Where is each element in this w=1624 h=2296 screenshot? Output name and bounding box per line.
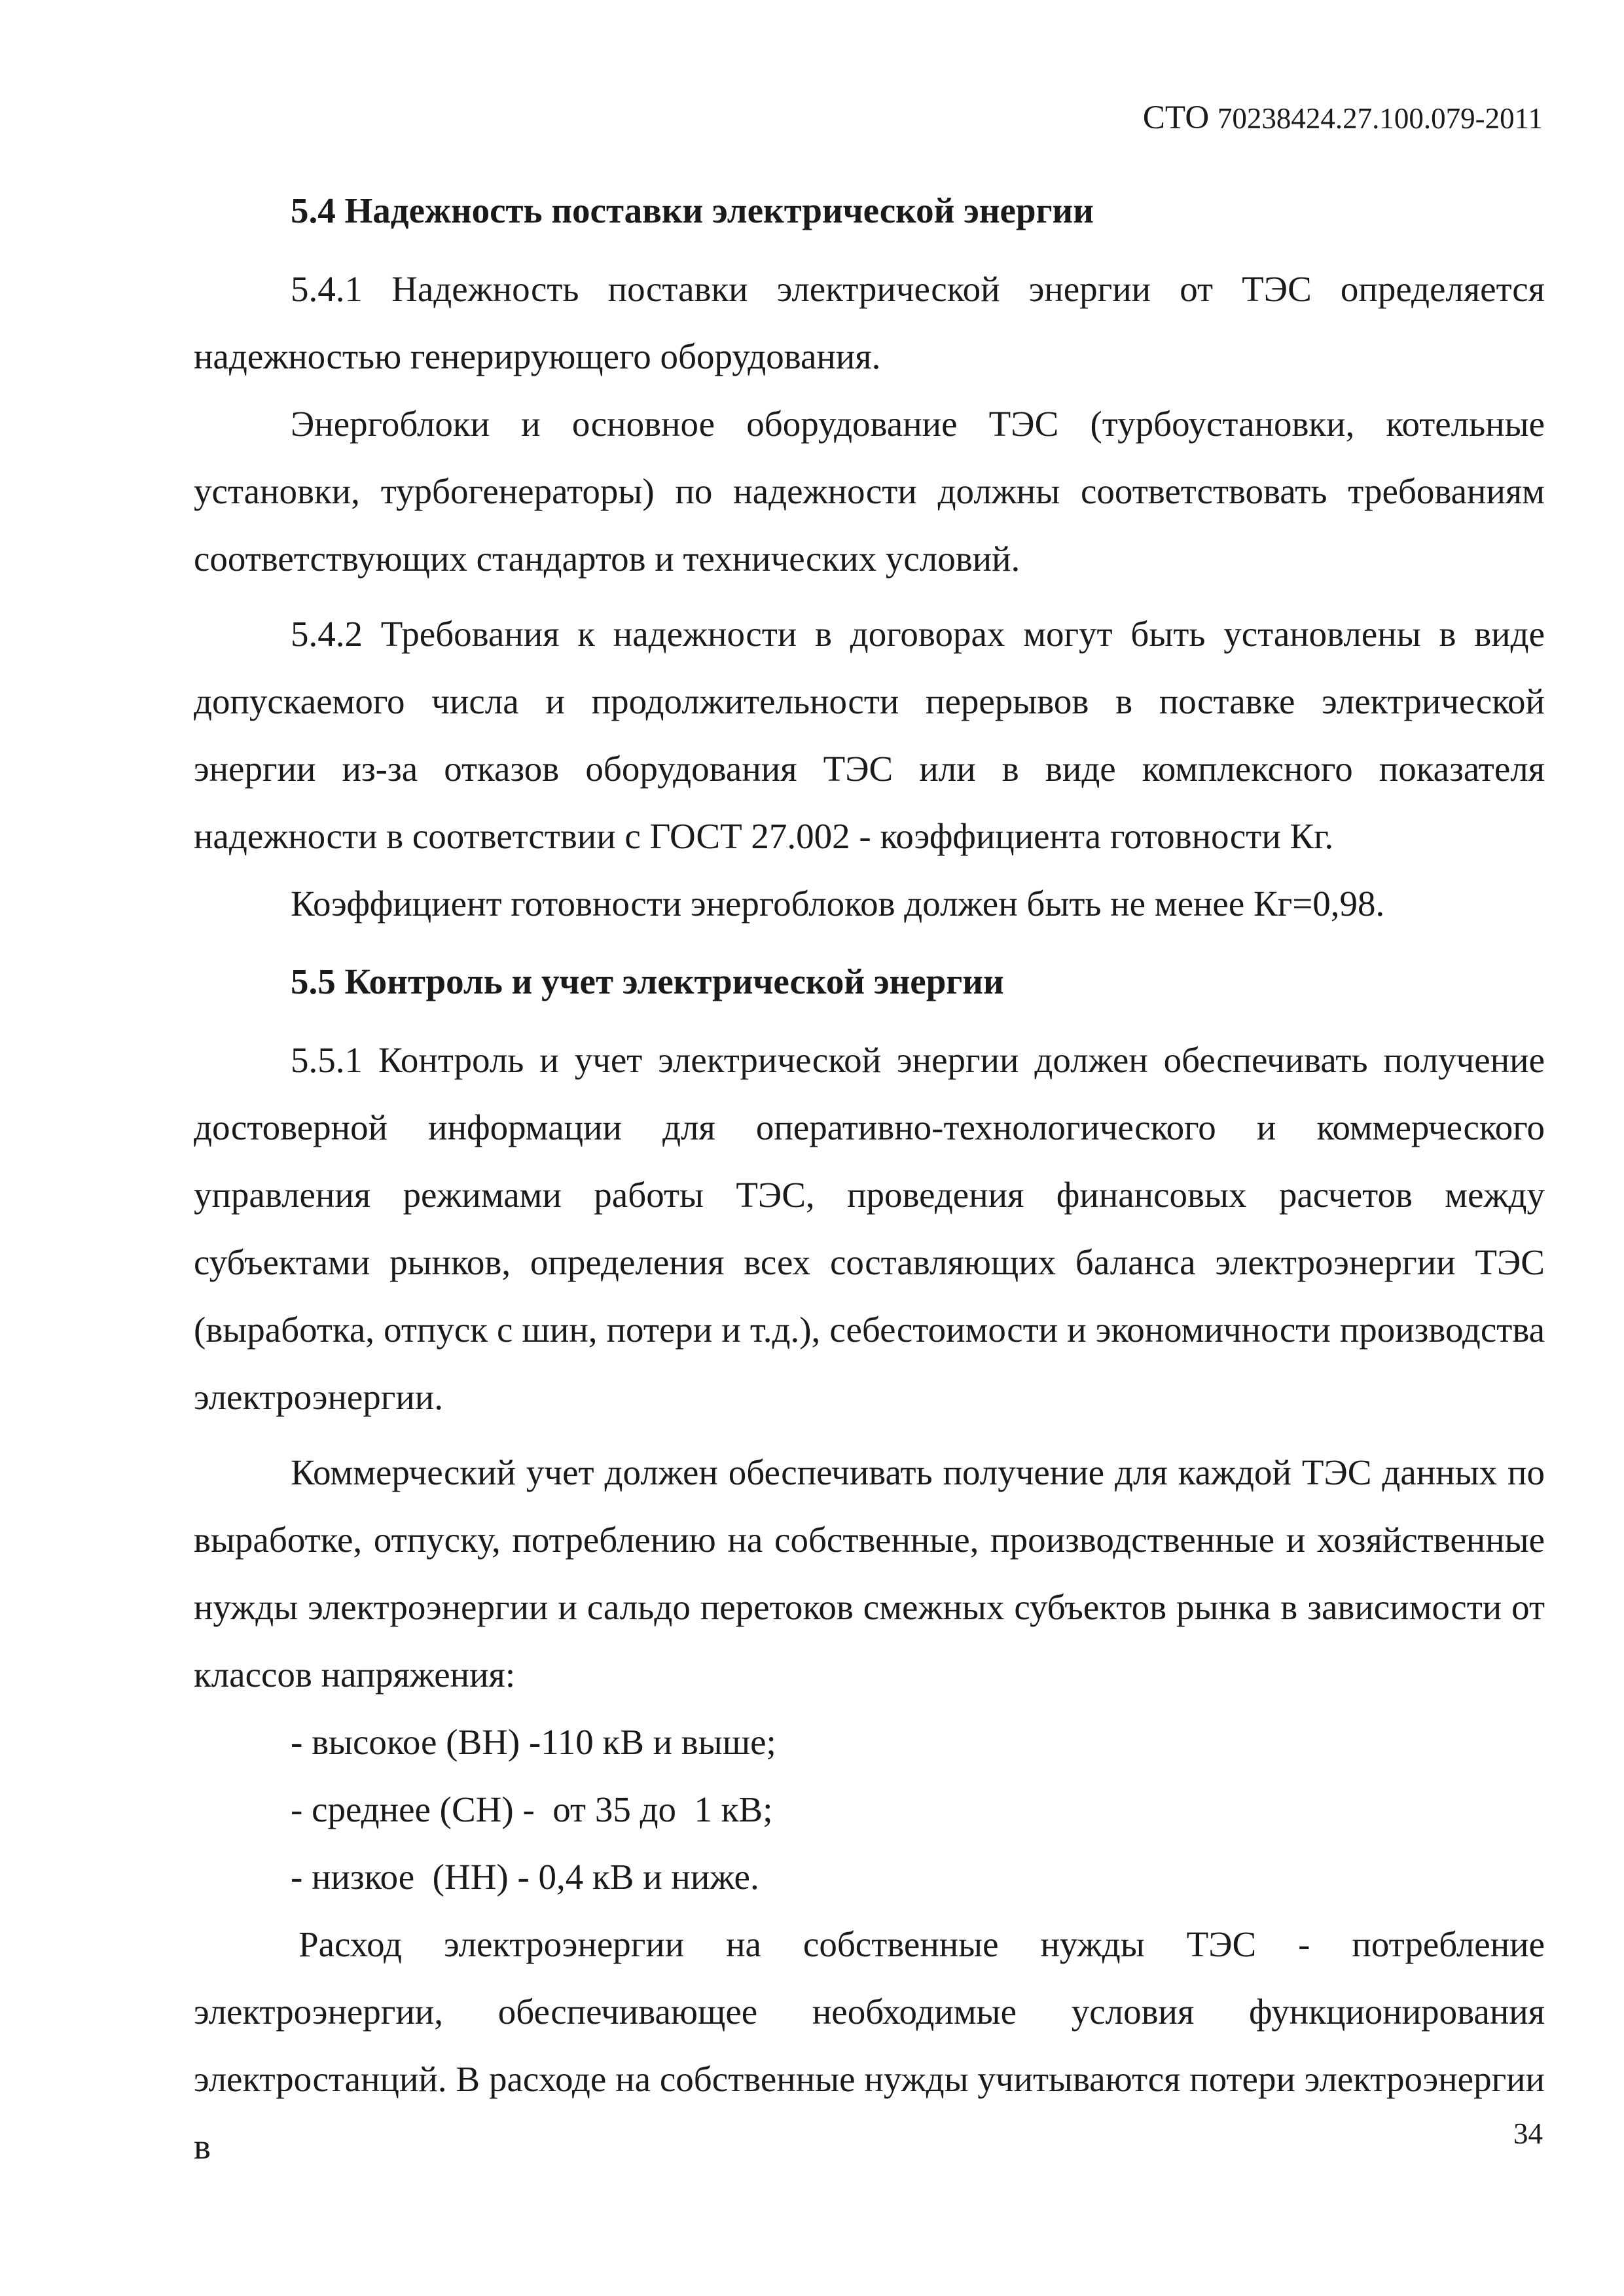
paragraph-commercial-metering: Коммерческий учет должен обеспечивать получение для каждой ТЭС данных по выработке, отпуску, потреблению на собственные, производственные и хозяйственные нужды электроэнергии и сальдо перетоков смежных субъектов рынка в зависимости от классов напряжения: bbox=[194, 1452, 1545, 1695]
list-item-high-voltage: - высокое (ВН) -110 кВ и выше; bbox=[291, 1722, 776, 1762]
paragraph-availability-factor: Коэффициент готовности энергоблоков должен быть не менее Кг=0,98. bbox=[291, 884, 1385, 924]
list-item-medium-voltage: - среднее (СН) - от 35 до 1 кВ; bbox=[291, 1789, 773, 1829]
document-code-number: 70238424.27.100.079-2011 bbox=[1217, 102, 1543, 135]
paragraph-power-units: Энергоблоки и основное оборудование ТЭС (турбоустановки, котельные установки, турбогенераторы) по надежности должны соответствовать требованиям соответствующих стандартов и технических условий. bbox=[194, 404, 1545, 579]
paragraph-5-5-1: 5.5.1 Контроль и учет электрической энергии должен обеспечивать получение достоверной информации для оперативно-технологического и коммерческого управления режимами работы ТЭС, проведения финансовых расчетов между субъектами рынков, определения всех составляющих баланса электроэнергии ТЭС (выработка, отпуск с шин, потери и т.д.), себестоимости и экономичности производства электроэнергии. bbox=[194, 1040, 1545, 1417]
section-heading-5-5: 5.5 Контроль и учет электрической энергии bbox=[291, 961, 1004, 1001]
list-item-low-voltage: - низкое (НН) - 0,4 кВ и ниже. bbox=[291, 1857, 759, 1897]
document-body bbox=[194, 178, 1545, 2180]
paragraph-auxiliary-consumption: Расход электроэнергии на собственные нужды ТЭС - потребление электроэнергии, обеспечивающее необходимые условия функционирования электростанций. В расходе на собственные нужды учитываются потери электроэнергии в bbox=[194, 1924, 1545, 2166]
section-heading-5-4: 5.4 Надежность поставки электрической энергии bbox=[291, 190, 1094, 230]
paragraph-5-4-2: 5.4.2 Требования к надежности в договорах могут быть установлены в виде допускаемого числа и продолжительности перерывов в поставке электрической энергии из-за отказов оборудования ТЭС или в виде комплексного показателя надежности в соответствии с ГОСТ 27.002 - коэффициента готовности Кг. bbox=[194, 614, 1545, 856]
document-code-prefix: СТО bbox=[1142, 99, 1218, 136]
document-code bbox=[1143, 98, 1543, 138]
page-number: 34 bbox=[1513, 2117, 1543, 2150]
paragraph-5-4-1: 5.4.1 Надежность поставки электрической энергии от ТЭС определяется надежностью генерирующего оборудования. bbox=[194, 269, 1545, 376]
